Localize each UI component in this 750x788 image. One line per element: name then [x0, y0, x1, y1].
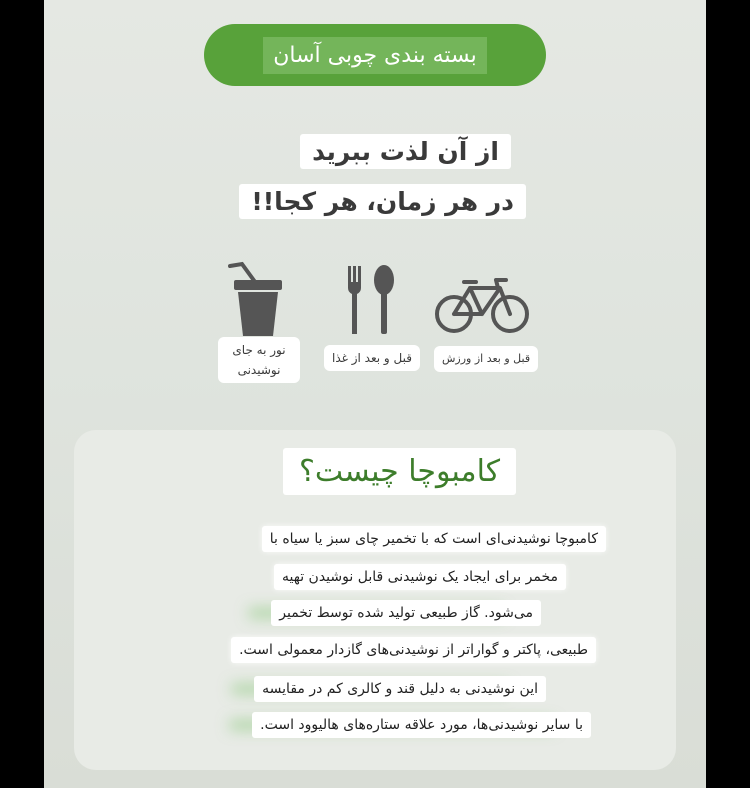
- header-banner: [204, 24, 546, 86]
- hero-line-1: از آن لذت ببرید: [300, 134, 511, 169]
- header-title: بسته بندی چوبی آسان: [263, 37, 487, 74]
- paragraph-line-6: با سایر نوشیدنی‌ها، مورد علاقه ستاره‌های هالیوود است.: [252, 712, 591, 738]
- feature-label-drink-line-1: نور به جای: [232, 343, 286, 357]
- hero-line-2: در هر زمان، هر کجا!!: [239, 184, 526, 219]
- section-title: کامبوچا چیست؟: [283, 448, 516, 495]
- feature-label-drink-line-2: نوشیدنی: [237, 363, 281, 377]
- feature-label-drink: [218, 337, 300, 383]
- paragraph-line-1: کامبوچا نوشیدنی‌ای است که با تخمیر چای سبز یا سیاه با: [262, 526, 606, 552]
- bicycle-icon: [434, 274, 530, 336]
- paragraph-line-3: می‌شود. گاز طبیعی تولید شده توسط تخمیر: [271, 600, 541, 626]
- feature-label-sport: قبل و بعد از ورزش: [434, 346, 538, 372]
- fork-and-spoon-icon: [344, 264, 400, 336]
- poster-card: [44, 0, 706, 788]
- paragraph-line-5: این نوشیدنی به دلیل قند و کالری کم در مقایسه: [254, 676, 546, 702]
- cup-with-straw-icon: [228, 260, 288, 340]
- info-panel: [74, 430, 676, 770]
- paragraph-line-2: مخمر برای ایجاد یک نوشیدنی قابل نوشیدن تهیه: [274, 564, 566, 590]
- paragraph-line-4: طبیعی، پاکتر و گواراتر از نوشیدنی‌های گازدار معمولی است.: [231, 637, 596, 663]
- feature-label-meal: قبل و بعد از غذا: [324, 345, 420, 371]
